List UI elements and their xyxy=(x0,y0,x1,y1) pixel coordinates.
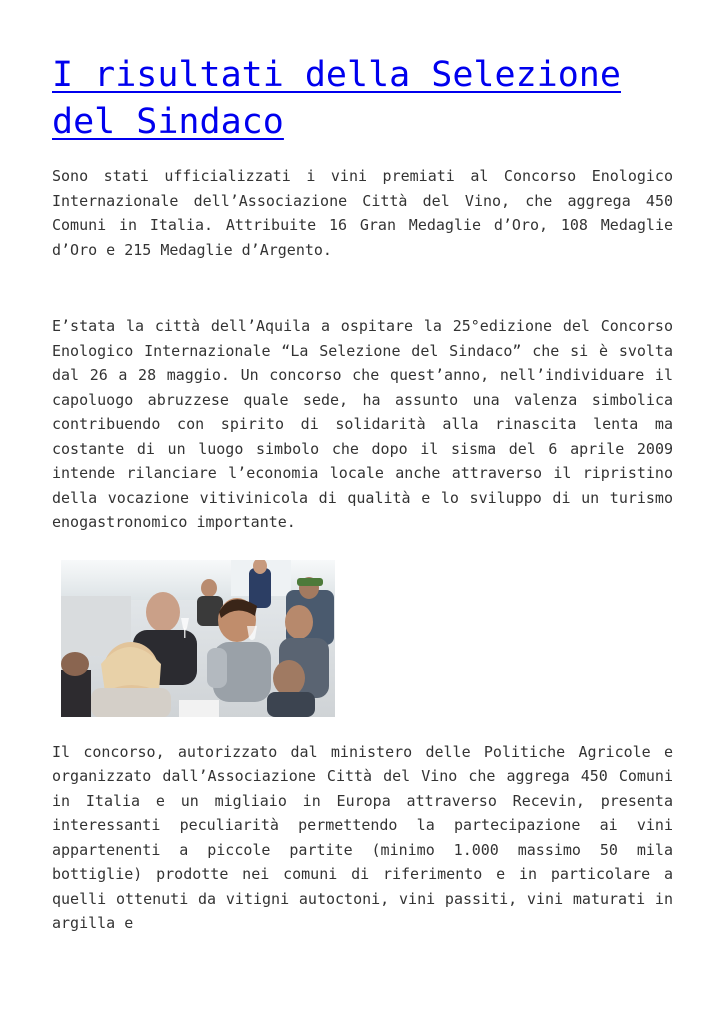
article-title-link[interactable]: I risultati della Selezione del Sindaco xyxy=(52,55,621,142)
article-paragraph-1: Sono stati ufficializzati i vini premiati al Concorso Enologico Internazionale dell’Associazione Città del Vino, che aggrega 450 Comuni in Italia. Attribuite 16 Gran Medaglie d’Oro, 108 Medaglie d’Oro e 215 Medaglie d’Argento. xyxy=(52,167,673,259)
article-paragraph-2: E’stata la città dell’Aquila a ospitare la 25°edizione del Concorso Enologico Internazionale “La Selezione del Sindaco” che si è svolta dal 26 a 28 maggio. Un concorso che quest’anno, nell’individuare il capoluogo abruzzese quale sede, ha assunto una valenza simbolica contribuendo con spirito di solidarità alla rinascita lenta ma costante di un luogo simbolo che dopo il sisma del 6 aprile 2009 intende rilanciare l’economia locale anche attraverso il ripristino della vocazione vitivinicola di qualità e lo sviluppo di un turismo enogastronomico importante. xyxy=(52,317,673,531)
article xyxy=(52,52,673,936)
article-paragraph-3: Il concorso, autorizzato dal ministero delle Politiche Agricole e organizzato dall’Associazione Città del Vino che aggrega 450 Comuni in Italia e un migliaio in Europa attraverso Recevin, presenta interessanti peculiarità permettendo la partecipazione ai vini appartenenti a piccole partite (minimo 1.000 massimo 50 mila bottiglie) prodotte nei comuni di riferimento e in particolare a quelli ottenuti da vitigni autoctoni, vini passiti, vini maturati in argilla e xyxy=(52,742,673,932)
article-title xyxy=(52,52,673,146)
wine-tasting-photo xyxy=(61,560,335,717)
